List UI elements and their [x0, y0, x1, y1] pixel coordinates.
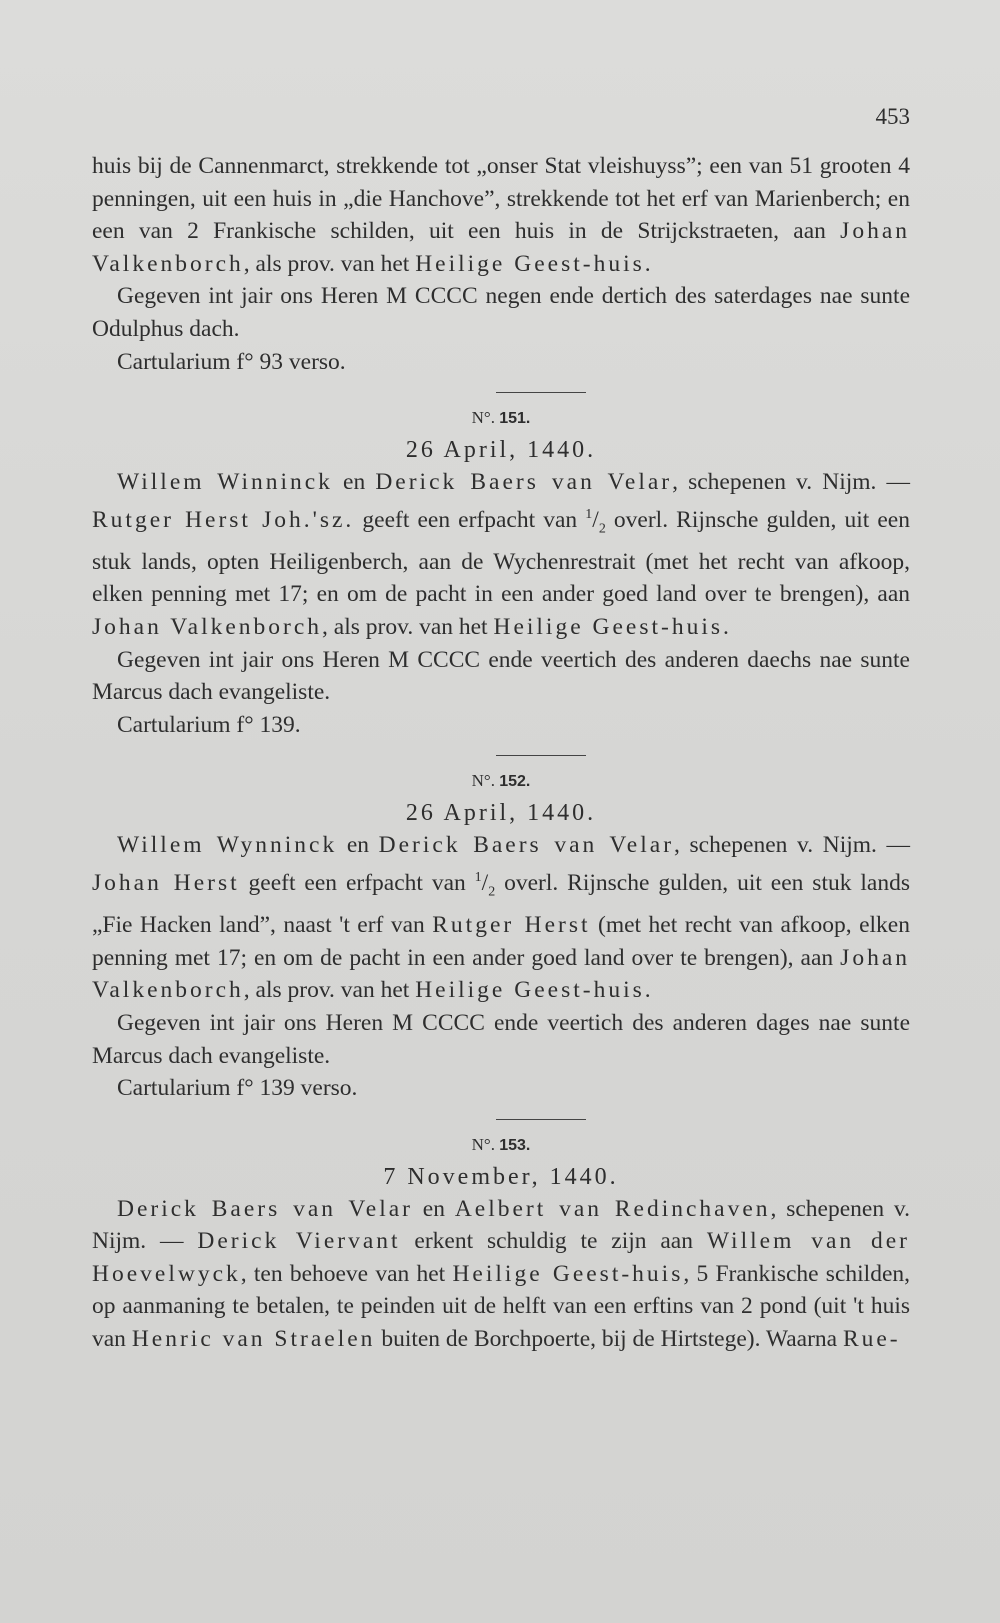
entry-summary: Derick Baers van Velar en Aelbert van Redinchaven, schepenen v. Nijm. — Derick Viervant erkent schuldig te zijn aan Willem van der Hoevelwyck, ten behoeve van het Heilige Geest-huis, 5 Frankische schilden, op aanmaning te betalen, te peinden uit de helft van een erftins van 2 pond (uit 't huis van Henric van Straelen buiten de Borchpoerte, bij de Hirtstege). Waarna Rue-	[92, 1195, 911, 1353]
entry-number: N°. 152.	[471, 771, 531, 791]
body-text	[92, 150, 910, 1356]
entry-date: 26 April, 1440.	[405, 800, 597, 827]
divider-rule	[496, 392, 586, 393]
text-run: .	[644, 250, 651, 277]
entry-summary: Willem Wynninck en Derick Baers van Velar, schepenen v. Nijm. — Johan Herst geeft een erfpacht van $^1/_2$ overl. Rijnsche gulden, uit een stuk lands „Fie Hacken land”, naast 't erf van Rutger Herst (met het recht van afkoop, elken penning met 17; en om de pacht in een ander goed land over te brengen), aan Johan Valkenborch, als prov. van het Heilige Geest-huis.	[92, 832, 911, 1004]
cartularium-line: Cartularium f° 93 verso.	[117, 348, 346, 375]
divider-rule	[496, 755, 586, 756]
page-number: 453	[875, 104, 910, 129]
given-line: Gegeven int jair ons Heren M CCCC ende veertich des anderen daechs nae sunte Marcus dach evangeliste.	[92, 646, 910, 706]
divider-rule	[496, 1119, 586, 1120]
given-line: Gegeven int jair ons Heren M CCCC negen ende dertich des saterdages nae sunte Odulphus dach.	[92, 283, 910, 342]
intro-paragraph	[92, 150, 910, 280]
cartularium-line: Cartularium f° 139.	[117, 711, 301, 738]
entry-date: 26 April, 1440.	[405, 437, 597, 464]
given-line: Gegeven int jair ons Heren M CCCC ende veertich des anderen dages nae sunte Marcus dach evangeliste.	[92, 1009, 910, 1069]
institution-name: Heilige Geest-huis	[415, 250, 645, 277]
entry-number: N°. 151.	[471, 408, 531, 428]
entry-date: 7 November, 1440.	[383, 1163, 619, 1190]
cartularium-line: Cartularium f° 139 verso.	[117, 1075, 358, 1102]
entry-summary: Willem Winninck en Derick Baers van Velar, schepenen v. Nijm. — Rutger Herst Joh.'sz. geeft een erfpacht van $^1/_2$ overl. Rijnsche gulden, uit een stuk lands, opten Heiligenberch, aan de Wychenrestrait (met het recht van afkoop, elken penning met 17; en om de pacht in een ander goed land over te brengen), aan Johan Valkenborch, als prov. van het Heilige Geest-huis.	[92, 469, 911, 641]
text-run: , als prov. van het	[243, 250, 416, 277]
text-run: huis bij de Cannenmarct, strekkende tot „onser Stat vleishuyss”; een van 51 grooten 4 penningen, uit een huis in „die Hanchove”, strekkende tot het erf van Marienberch; en een van 2 Frankische schilden, uit een huis in de Strijckstraeten, aan	[92, 153, 910, 245]
entry-number: N°. 153.	[471, 1134, 531, 1154]
person-name: Johan Valkenborch	[92, 218, 910, 277]
